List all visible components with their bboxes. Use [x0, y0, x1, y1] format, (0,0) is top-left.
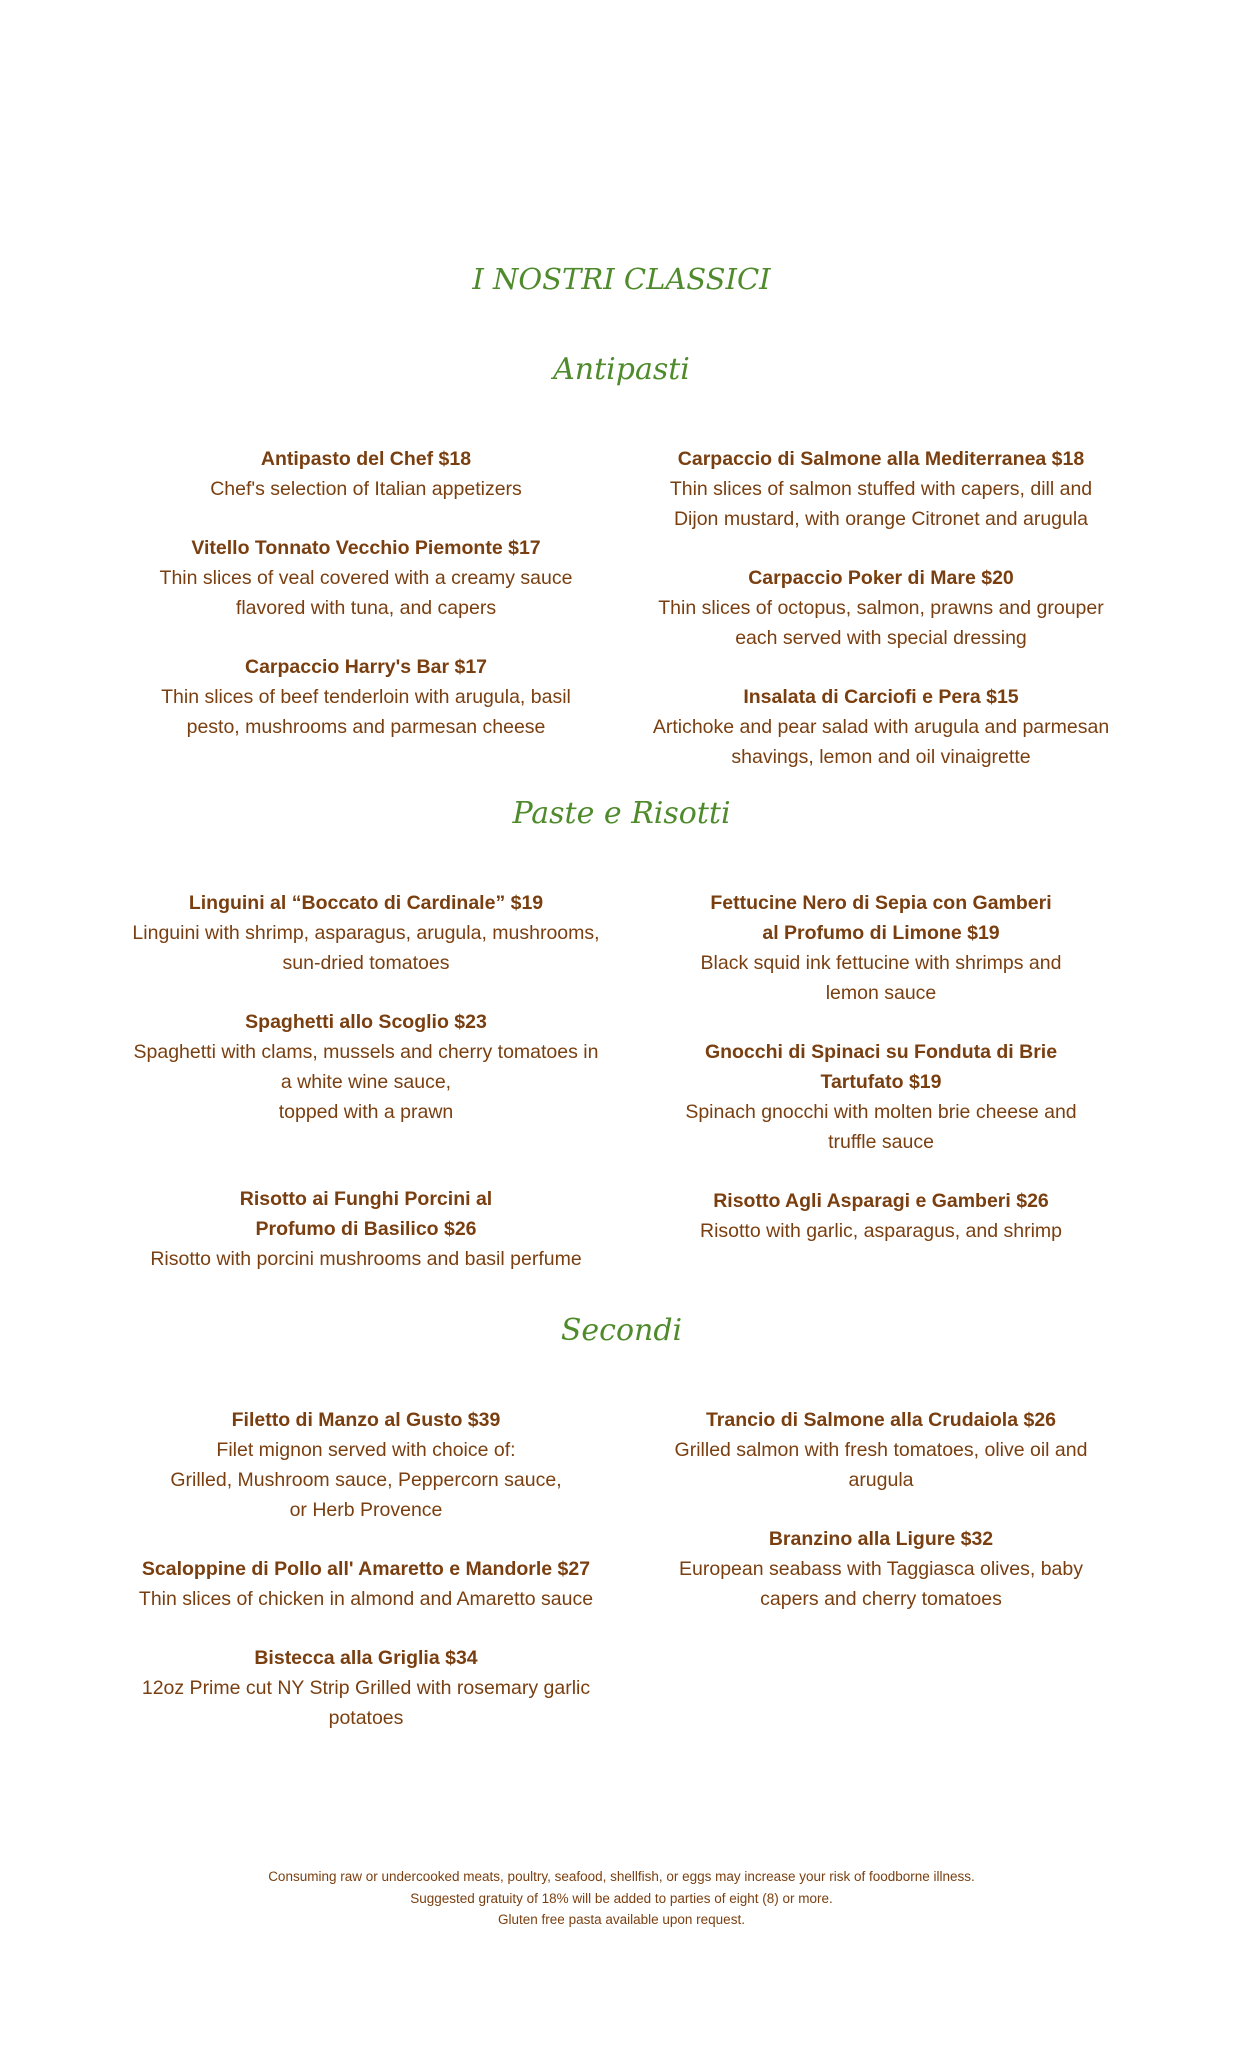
item-description: Thin slices of chicken in almond and Amaretto sauce [138, 1588, 594, 1610]
item-description: Thin slices of veal covered with a creamy sauce flavored with tuna, and capers [159, 567, 573, 619]
item-description: Chef's selection of Italian appetizers [210, 478, 522, 500]
item-description: Spinach gnocchi with molten brie cheese and truffle sauce [685, 1101, 1077, 1153]
item-description: 12oz Prime cut NY Strip Grilled with rosemary garlic potatoes [141, 1677, 591, 1729]
menu-item [131, 1643, 601, 1733]
item-name: Carpaccio Poker di Mare $20 [748, 567, 1014, 589]
menu-title: I NOSTRI CLASSICI [472, 262, 771, 296]
secondi-left-column [131, 1405, 601, 1762]
menu-item [131, 1184, 601, 1274]
secondi-right-column [646, 1405, 1116, 1643]
paste-left-column [131, 888, 601, 1303]
item-description: Linguini with shrimp, asparagus, arugula, mushrooms, sun-dried tomatoes [132, 922, 600, 974]
menu-item [131, 888, 601, 978]
item-name: Vitello Tonnato Vecchio Piemonte $17 [191, 537, 541, 559]
menu-item [646, 1037, 1116, 1157]
item-name: Spaghetti allo Scoglio $23 [245, 1011, 487, 1033]
item-name: Antipasto del Chef $18 [260, 448, 472, 470]
menu-item [646, 1186, 1116, 1246]
item-name: Fettucine Nero di Sepia con Gamberi al Profumo di Limone $19 [710, 892, 1052, 944]
section-title-secondi: Secondi [560, 1313, 683, 1348]
item-description: Risotto with garlic, asparagus, and shrimp [700, 1220, 1062, 1242]
item-name: Risotto Agli Asparagi e Gamberi $26 [713, 1190, 1049, 1212]
menu-item [646, 888, 1116, 1008]
item-description: Thin slices of octopus, salmon, prawns and grouper each served with special dressing [658, 597, 1104, 649]
section-title-antipasti: Antipasti [553, 352, 690, 387]
item-description: Filet mignon served with choice of: Grilled, Mushroom sauce, Peppercorn sauce, or Herb Provence [170, 1439, 562, 1521]
item-name: Carpaccio Harry's Bar $17 [244, 656, 488, 678]
menu-item [131, 444, 601, 504]
item-description: Thin slices of salmon stuffed with capers, dill and Dijon mustard, with orange Citronet and arugula [669, 478, 1093, 530]
footer-gluten-free-notice: Gluten free pasta available upon request. [498, 1912, 745, 1927]
paste-right-column [646, 888, 1116, 1275]
item-name: Scaloppine di Pollo all' Amaretto e Mandorle $27 [141, 1558, 591, 1580]
item-name: Linguini al “Boccato di Cardinale” $19 [188, 892, 544, 914]
antipasti-right-column [646, 444, 1116, 801]
menu-item [646, 1524, 1116, 1614]
footer-notes [0, 1866, 1243, 1931]
item-description: European seabass with Taggiasca olives, baby capers and cherry tomatoes [679, 1558, 1083, 1610]
menu-item [131, 533, 601, 623]
item-name: Carpaccio di Salmone alla Mediterranea $18 [677, 448, 1085, 470]
item-description: Spaghetti with clams, mussels and cherry tomatoes in a white wine sauce, topped with a prawn [133, 1041, 599, 1123]
item-name: Risotto ai Funghi Porcini al Profumo di Basilico $26 [239, 1188, 493, 1240]
item-name: Trancio di Salmone alla Crudaiola $26 [705, 1409, 1057, 1431]
item-name: Insalata di Carciofi e Pera $15 [743, 686, 1019, 708]
item-name: Branzino alla Ligure $32 [768, 1528, 994, 1550]
menu-item [131, 652, 601, 742]
item-name: Gnocchi di Spinaci su Fonduta di Brie Tartufato $19 [704, 1041, 1058, 1093]
menu-item [131, 1554, 601, 1614]
menu-item [646, 444, 1116, 534]
menu-item [131, 1007, 601, 1127]
item-description: Grilled salmon with fresh tomatoes, olive oil and arugula [674, 1439, 1088, 1491]
item-description: Black squid ink fettucine with shrimps and lemon sauce [700, 952, 1062, 1004]
section-title-paste-e-risotti: Paste e Risotti [512, 796, 731, 831]
menu-item [646, 563, 1116, 653]
menu-item [646, 1405, 1116, 1495]
item-description: Risotto with porcini mushrooms and basil perfume [150, 1248, 582, 1270]
footer-allergy-notice: Consuming raw or undercooked meats, poultry, seafood, shellfish, or eggs may increase your risk of foodborne illness. [268, 1869, 975, 1884]
menu-item [131, 1405, 601, 1525]
item-description: Thin slices of beef tenderloin with arugula, basil pesto, mushrooms and parmesan cheese [161, 686, 571, 738]
menu-item [646, 682, 1116, 772]
item-description: Artichoke and pear salad with arugula and parmesan shavings, lemon and oil vinaigrette [652, 716, 1110, 768]
antipasti-left-column [131, 444, 601, 771]
item-name: Filetto di Manzo al Gusto $39 [231, 1409, 501, 1431]
footer-gratuity-notice: Suggested gratuity of 18% will be added to parties of eight (8) or more. [410, 1890, 833, 1906]
item-name: Bistecca alla Griglia $34 [254, 1647, 478, 1669]
